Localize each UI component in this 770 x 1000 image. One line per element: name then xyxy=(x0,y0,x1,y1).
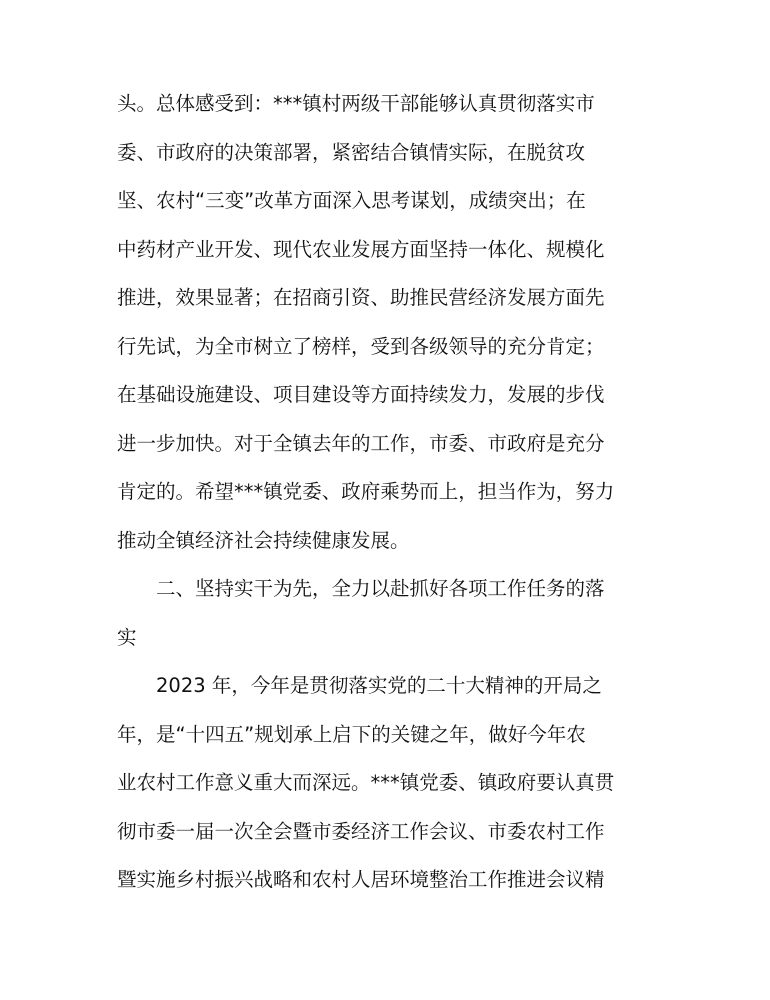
text-line: 进一步加快。对于全镇去年的工作，市委、市政府是充分 xyxy=(117,431,605,455)
text-line: 年，是“十四五”规划承上启下的关键之年，做好今年农 xyxy=(117,722,586,746)
section-heading: 二、坚持实干为先，全力以赴抓好各项工作任务的落 xyxy=(156,577,605,600)
text-line: 暨实施乡村振兴战略和农村人居环境整治工作推进会议精 xyxy=(117,868,605,891)
text-line: 中药材产业开发、现代农业发展方面坚持一体化、规模化 xyxy=(117,237,605,261)
text-line: 行先试，为全市树立了榜样，受到各级领导的充分肯定； xyxy=(117,334,605,358)
text-line: 推进，效果显著；在招商引资、助推民营经济发展方面先 xyxy=(117,286,605,309)
text-line: 彻市委一届一次全会暨市委经济工作会议、市委农村工作 xyxy=(117,819,605,843)
text-line: 推动全镇经济社会持续健康发展。 xyxy=(117,528,410,552)
text-line: 坚、农村“三变”改革方面深入思考谋划，成绩突出；在 xyxy=(117,189,586,212)
text-line: 肯定的。希望***镇党委、政府乘势而上，担当作为，努力 xyxy=(117,480,615,503)
text-line: 在基础设施建设、项目建设等方面持续发力，发展的步伐 xyxy=(117,383,605,406)
section-heading-continuation: 实 xyxy=(117,625,137,649)
text-line: 头。总体感受到：***镇村两级干部能够认真贯彻落实市 xyxy=(117,92,595,115)
text-line: 委、市政府的决策部署，紧密结合镇情实际，在脱贫攻 xyxy=(117,140,586,164)
document-body xyxy=(117,80,657,905)
text-line: 业农村工作意义重大而深远。***镇党委、镇政府要认真贯 xyxy=(117,771,615,794)
paragraph-start-line: 2023 年，今年是贯彻落实党的二十大精神的开局之 xyxy=(156,674,602,697)
